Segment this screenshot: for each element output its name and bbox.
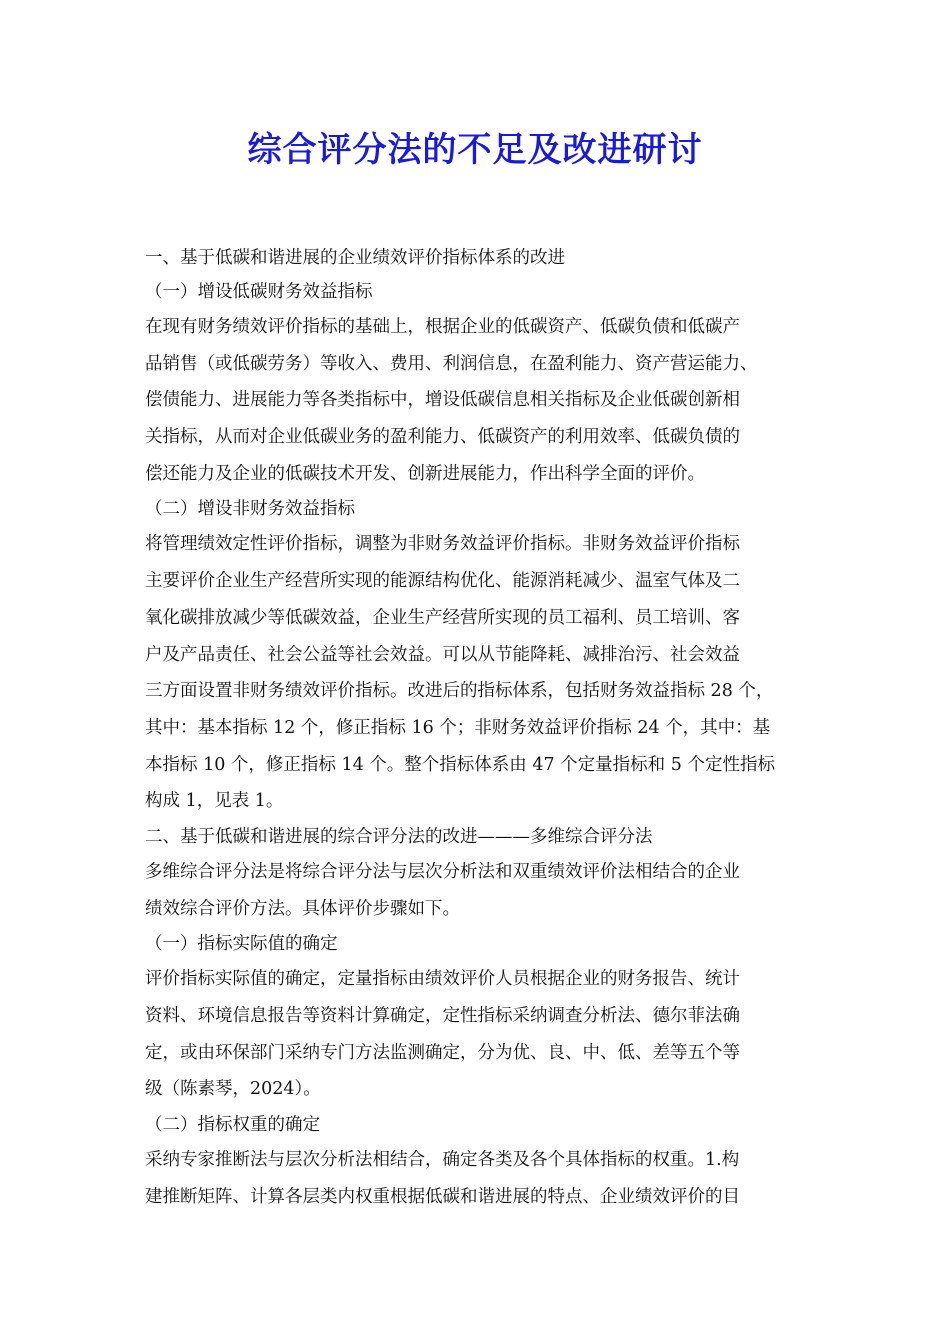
- subsection-heading: （二）增设非财务效益指标: [145, 499, 355, 520]
- paragraph-line: 构成 1，见表 1。: [145, 791, 284, 812]
- paragraph-line: 氧化碳排放减少等低碳效益，企业生产经营所实现的员工福利、员工培训、客: [145, 607, 740, 628]
- paragraph-line: 其中：基本指标 12 个，修正指标 16 个；非财务效益评价指标 24 个，其中：基: [145, 717, 771, 738]
- paragraph-line: 将管理绩效定性评价指标，调整为非财务效益评价指标。非财务效益评价指标: [145, 534, 740, 555]
- subsection-heading: （二）指标权重的确定: [145, 1115, 320, 1136]
- paragraph-line: 评价指标实际值的确定，定量指标由绩效评价人员根据企业的财务报告、统计: [145, 969, 740, 990]
- section-heading: 一、基于低碳和谐进展的企业绩效评价指标体系的改进: [145, 248, 565, 268]
- paragraph-line: 品销售（或低碳劳务）等收入、费用、利润信息，在盈利能力、资产营运能力、: [145, 353, 758, 374]
- subsection-heading: （一）增设低碳财务效益指标: [145, 282, 373, 302]
- paragraph-line: 主要评价企业生产经营所实现的能源结构优化、能源消耗减少、温室气体及二: [145, 571, 740, 592]
- paragraph-line: 绩效综合评价方法。具体评价步骤如下。: [145, 898, 460, 919]
- paragraph-line: 资料、环境信息报告等资料计算确定，定性指标采纳调查分析法、德尔菲法确: [145, 1006, 740, 1026]
- paragraph-line: 建推断矩阵、计算各层类内权重根据低碳和谐进展的特点、企业绩效评价的目: [145, 1186, 740, 1207]
- paragraph-line: 三方面设置非财务绩效评价指标。改进后的指标体系，包括财务效益指标 28 个，: [145, 681, 774, 702]
- paragraph-line: 户及产品责任、社会公益等社会效益。可以从节能降耗、减排治污、社会效益: [145, 644, 740, 665]
- paragraph-line: 在现有财务绩效评价指标的基础上，根据企业的低碳资产、低碳负债和低碳产: [145, 317, 740, 337]
- section-heading: 二、基于低碳和谐进展的综合评分法的改进———多维综合评分法: [145, 826, 653, 847]
- paragraph-line: 关指标，从而对企业低碳业务的盈利能力、低碳资产的利用效率、低碳负债的: [145, 427, 740, 448]
- paragraph-line: 多维综合评分法是将综合评分法与层次分析法和双重绩效评价法相结合的企业: [145, 861, 740, 882]
- paragraph-line: 采纳专家推断法与层次分析法相结合，确定各类及各个具体指标的权重。1.构: [145, 1150, 740, 1171]
- paragraph-line: 本指标 10 个，修正指标 14 个。整个指标体系由 47 个定量指标和 5 个定性指标: [145, 754, 775, 775]
- paragraph-line: 偿还能力及企业的低碳技术开发、创新进展能力，作出科学全面的评价。: [145, 463, 705, 484]
- paragraph-line: 偿债能力、进展能力等各类指标中，增设低碳信息相关指标及企业低碳创新相: [145, 390, 740, 411]
- paragraph-line: 级（陈素琴，2024）。: [145, 1079, 321, 1100]
- paragraph-line: 定，或由环保部门采纳专门方法监测确定，分为优、良、中、低、差等五个等: [145, 1042, 740, 1063]
- document-title: 综合评分法的不足及改进研讨: [247, 130, 703, 170]
- subsection-heading: （一）指标实际值的确定: [145, 934, 338, 955]
- document-body: [145, 241, 825, 1215]
